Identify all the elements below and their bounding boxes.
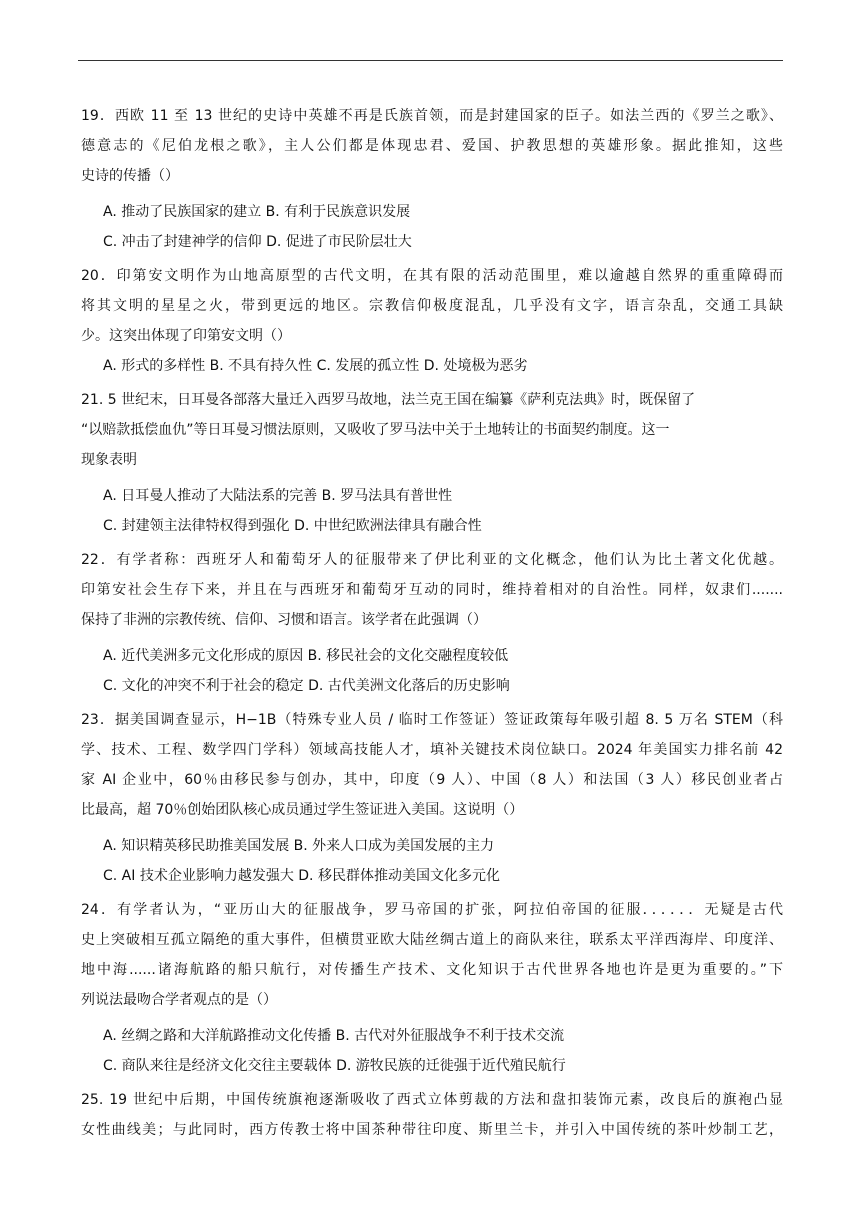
question-20-line-1: 20．印第安文明作为山地高原型的古代文明，在其有限的活动范围里，难以逾越自然界的重重障碍而: [81, 268, 783, 284]
question-21-options-ab: A. 日耳曼人推动了大陆法系的完善 B. 罗马法具有普世性: [103, 488, 453, 504]
question-24-line-3: 地中海......诸海航路的船只航行，对传播生产技术、文化知识于古代世界各地也许是更为重要的。”下: [81, 962, 783, 978]
question-23-line-4: 比最高，超 70％创始团队核心成员通过学生签证进入美国。这说明（）: [81, 802, 524, 818]
question-23: [81, 705, 783, 891]
question-25-line-1: 25. 19 世纪中后期，中国传统旗袍逐渐吸收了西式立体剪裁的方法和盘扣装饰元素，改良后的旗袍凸显: [81, 1092, 783, 1108]
question-list: [81, 101, 783, 1145]
question-25-line-2: 女性曲线美；与此同时，西方传教士将中国茶种带往印度、斯里兰卡，并引入中国传统的茶叶炒制工艺，: [81, 1122, 783, 1138]
question-22-line-1: 22．有学者称：西班牙人和葡萄牙人的征服带来了伊比利亚的文化概念，他们认为比土著文化优越。: [81, 552, 783, 568]
question-19-line-3: 史诗的传播（）: [81, 168, 179, 184]
question-21-options-cd: C. 封建领主法律特权得到强化 D. 中世纪欧洲法律具有融合性: [103, 518, 482, 534]
question-22-line-3: 保持了非洲的宗教传统、信仰、习惯和语言。该学者在此强调（）: [81, 612, 487, 628]
question-23-options-ab: A. 知识精英移民助推美国发展 B. 外来人口成为美国发展的主力: [103, 838, 495, 854]
question-24-line-4: 列说法最吻合学者观点的是（）: [81, 992, 277, 1008]
question-20-line-2: 将其文明的星星之火，带到更远的地区。宗教信仰极度混乱，几乎没有文字，语言杂乱，交通工具缺: [81, 298, 783, 314]
question-19-line-1: 19．西欧 11 至 13 世纪的史诗中英雄不再是氏族首领，而是封建国家的臣子。如法兰西的《罗兰之歌》、: [81, 108, 783, 124]
question-22-line-2: 印第安社会生存下来，并且在与西班牙和葡萄牙互动的同时，维持着相对的自治性。同样，奴隶们.......: [81, 582, 783, 598]
question-23-line-1: 23．据美国调查显示，H−1B（特殊专业人员 / 临时工作签证）签证政策每年吸引超 8. 5 万名 STEM（科: [81, 712, 783, 728]
question-24-options-ab: A. 丝绸之路和大洋航路推动文化传播 B. 古代对外征服战争不利于技术交流: [103, 1028, 565, 1044]
question-21: [81, 385, 783, 541]
question-25: [81, 1085, 783, 1145]
question-21-line-3: 现象表明: [81, 452, 137, 468]
question-19-options-ab: A. 推动了民族国家的建立 B. 有利于民族意识发展: [103, 204, 411, 220]
question-24: [81, 895, 783, 1081]
question-20-line-3: 少。这突出体现了印第安文明（）: [81, 328, 291, 344]
question-22-options-ab: A. 近代美洲多元文化形成的原因 B. 移民社会的文化交融程度较低: [103, 648, 509, 664]
question-23-line-3: 家 AI 企业中，60％由移民参与创办，其中，印度（9 人）、中国（8 人）和法国（3 人）移民创业者占: [81, 772, 783, 788]
header-rule: [78, 60, 783, 61]
question-21-line-2: “以赔款抵偿血仇”等日耳曼习惯法原则，又吸收了罗马法中关于土地转让的书面契约制度。这一: [81, 422, 670, 438]
question-21-line-1: 21. 5 世纪末，日耳曼各部落大量迁入西罗马故地，法兰克王国在编纂《萨利克法典》时，既保留了: [81, 392, 696, 408]
question-20-options: A. 形式的多样性 B. 不具有持久性 C. 发展的孤立性 D. 处境极为恶劣: [103, 358, 528, 374]
question-24-line-2: 史上突破相互孤立隔绝的重大事件，但横贯亚欧大陆丝绸古道上的商队来往，联系太平洋西海岸、印度洋、: [81, 932, 783, 948]
question-23-line-2: 学、技术、工程、数学四门学科）领域高技能人才，填补关键技术岗位缺口。2024 年美国实力排名前 42: [81, 742, 783, 758]
question-24-line-1: 24．有学者认为，“亚历山大的征服战争，罗马帝国的扩张，阿拉伯帝国的征服．．．．．．无疑是古代: [81, 902, 783, 918]
question-19: [81, 101, 783, 257]
question-20: [81, 261, 783, 381]
question-23-options-cd: C. AI 技术企业影响力越发强大 D. 移民群体推动美国文化多元化: [103, 868, 500, 884]
question-22-options-cd: C. 文化的冲突不利于社会的稳定 D. 古代美洲文化落后的历史影响: [103, 678, 510, 694]
question-19-line-2: 德意志的《尼伯龙根之歌》，主人公们都是体现忠君、爱国、护教思想的英雄形象。据此推知，这些: [81, 138, 783, 154]
question-19-options-cd: C. 冲击了封建神学的信仰 D. 促进了市民阶层壮大: [103, 234, 412, 250]
question-24-options-cd: C. 商队来往是经济文化交往主要载体 D. 游牧民族的迁徙强于近代殖民航行: [103, 1058, 566, 1074]
question-22: [81, 545, 783, 701]
